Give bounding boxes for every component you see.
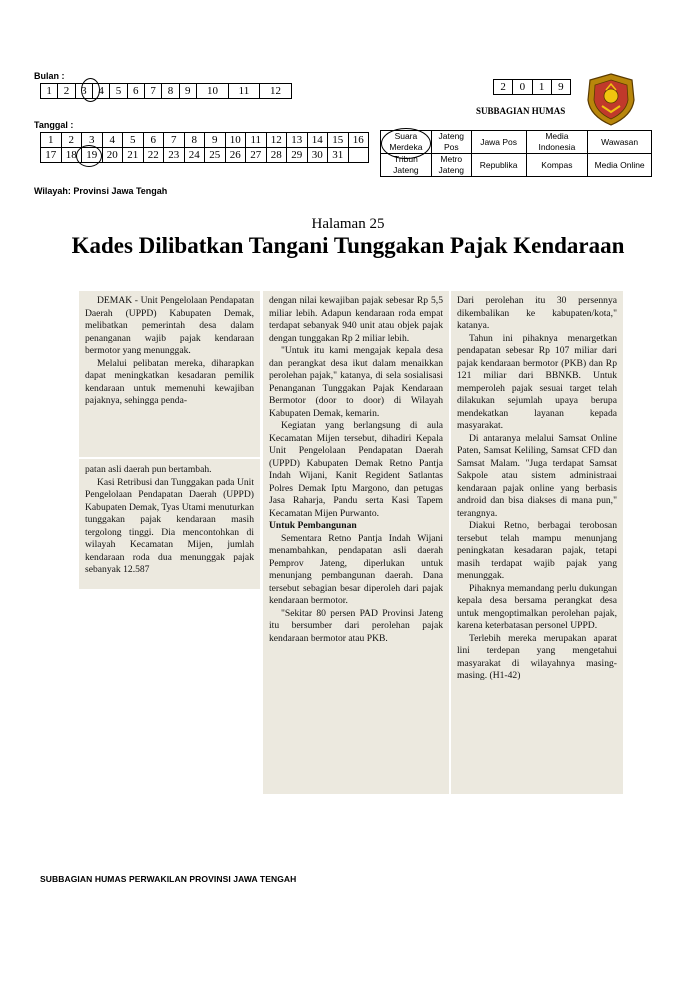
newspaper-cell: Media Online bbox=[588, 154, 652, 177]
date-cell: 15 bbox=[328, 133, 349, 148]
month-cell: 1 bbox=[41, 84, 58, 99]
newspaper-cell: Kompas bbox=[526, 154, 588, 177]
selected-month-circle bbox=[81, 78, 100, 102]
headline: Kades Dilibatkan Tangani Tunggakan Pajak Kendaraan bbox=[71, 233, 625, 258]
month-cell: 4 bbox=[92, 84, 109, 99]
article-column-1a bbox=[79, 291, 260, 457]
newspaper-cell: Wawasan bbox=[588, 131, 652, 154]
year-table bbox=[493, 79, 571, 95]
month-cell: 12 bbox=[259, 84, 291, 99]
article-column-1b bbox=[79, 459, 260, 589]
article-paragraph: Terlebih mereka merupakan aparat lini terdepan yang mengetahui masyarakat di wilayahnya masing-masing. (H1-42) bbox=[457, 632, 617, 681]
date-cell: 22 bbox=[143, 148, 164, 163]
article-paragraph: Sementara Retno Pantja Indah Wijani menambahkan, pendapatan asli daerah Pemprov Jateng, diperlukan untuk menunjang pembangunan daerah. Dana tersebut sebagian besar diperoleh dari pajak kendaraan bermotor. bbox=[269, 532, 443, 606]
date-cell: 21 bbox=[123, 148, 144, 163]
date-cell: 14 bbox=[307, 133, 328, 148]
article-paragraph: Kegiatan yang berlangsung di aula Kecamatan Mijen tersebut, dihadiri Kepala Unit Pengelolaan Pendapatan Daerah (UPPD) Kabupaten Demak Retno Pantja Indah Wijani, Kanit Regident Satlantas Polres Demak Iptu Margono, dan petugas Jasa Raharja, Pandu serta Kasi Tapem Kecamatan Mijen Purwanto. bbox=[269, 420, 443, 519]
date-cell: 1 bbox=[41, 133, 62, 148]
date-cell: 16 bbox=[348, 133, 369, 148]
date-cell: 12 bbox=[266, 133, 287, 148]
month-cell: 3 bbox=[75, 84, 92, 99]
month-cell: 8 bbox=[162, 84, 179, 99]
date-cell: 24 bbox=[184, 148, 205, 163]
date-cell: 8 bbox=[184, 133, 205, 148]
date-cell: 10 bbox=[225, 133, 246, 148]
article-paragraph: "Sekitar 80 persen PAD Provinsi Jateng itu bersumber dari perolehan pajak kendaraan bermotor atau PKB. bbox=[269, 607, 443, 644]
date-cell: 26 bbox=[225, 148, 246, 163]
wilayah-label: Wilayah: Provinsi Jawa Tengah bbox=[34, 186, 168, 196]
newspaper-cell: Jateng Pos bbox=[431, 131, 471, 154]
article-paragraph: "Untuk itu kami mengajak kepala desa dan perangkat desa ikut dalam menaikkan perolehan pajak," katanya, di sela sosialisasi Penanganan Tunggakan Pajak Kendaraan Bermotor (door to door) di Wilayah Kabupaten Demak, kemarin. bbox=[269, 345, 443, 419]
article-paragraph: Kasi Retribusi dan Tunggakan pada Unit Pengelolaan Pendapatan Daerah (UPPD) Kabupaten Demak, Tyas Utami menuturkan tunggakan pajak kendaraan masih tergolong tinggi. Dia mencontohkan di wilayah Kecamatan Mijen, jumlah kendaraan roda dua menunggak pajak sebanyak 12.587 bbox=[85, 476, 254, 575]
article-column-2 bbox=[263, 291, 449, 794]
newspaper-cell: Suara Merdeka bbox=[381, 131, 432, 154]
selected-newspaper-circle bbox=[381, 128, 431, 159]
newspaper-cell: Republika bbox=[471, 154, 526, 177]
month-cell: 9 bbox=[179, 84, 196, 99]
article-paragraph: Di antaranya melalui Samsat Online Paten, Samsat Keliling, Samsat CFD dan Samsat Malam. "Juga terdapat Samsat Sakpole atau sistem administraai kendaraan pajak online yang berbasis android dan bisa diakses di mana pun," terangnya. bbox=[457, 432, 617, 519]
date-cell: 19 bbox=[82, 148, 103, 163]
date-cell bbox=[348, 148, 369, 163]
year-digit-cell: 9 bbox=[551, 80, 570, 95]
bulan-label: Bulan : bbox=[34, 71, 65, 81]
date-cell: 18 bbox=[61, 148, 82, 163]
date-cell: 29 bbox=[287, 148, 308, 163]
month-cell: 7 bbox=[144, 84, 161, 99]
newspaper-cell: Tribun Jateng bbox=[381, 154, 432, 177]
article-paragraph: patan asli daerah pun bertambah. bbox=[85, 464, 212, 475]
article-paragraph: DEMAK - Unit Pengelolaan Pendapatan Daerah (UPPD) Kabupaten Demak, melibatkan pemerintah desa dalam penanganan wajib pajak kendaraan bermotor yang menunggak. bbox=[85, 295, 254, 356]
subbagian-humas-label: SUBBAGIAN HUMAS bbox=[476, 106, 566, 116]
month-cell: 11 bbox=[228, 84, 259, 99]
article-paragraph: dengan nilai kewajiban pajak sebesar Rp 5,5 miliar lebih. Adapun kendaraan roda empat terdapat sebanyak 940 unit atau objek pajak dengan tunggakan Rp 2 miliar lebih. bbox=[269, 295, 443, 344]
year-digit-cell: 2 bbox=[494, 80, 513, 95]
date-cell: 11 bbox=[246, 133, 267, 148]
date-cell: 28 bbox=[266, 148, 287, 163]
date-cell: 31 bbox=[328, 148, 349, 163]
garuda-emblem-icon bbox=[582, 70, 640, 128]
date-cell: 9 bbox=[205, 133, 226, 148]
date-cell: 20 bbox=[102, 148, 123, 163]
date-cell: 13 bbox=[287, 133, 308, 148]
tanggal-label: Tanggal : bbox=[34, 120, 74, 130]
month-table bbox=[40, 83, 292, 99]
article-paragraph: Tahun ini pihaknya menargetkan pendapatan sebesar Rp 107 miliar dari pajak kendaraan bermotor (PKB) dan Rp 121 miliar dari BBNKB. Untuk memperoleh pajak sesuai target telah dilakukan sejumlah upaya berupa mendekatkan layanan kepada masyarakat. bbox=[457, 332, 617, 431]
year-digit-cell: 1 bbox=[532, 80, 551, 95]
month-cell: 10 bbox=[196, 84, 228, 99]
newspaper-cell: Metro Jateng bbox=[431, 154, 471, 177]
article-column-3 bbox=[451, 291, 623, 794]
date-cell: 7 bbox=[164, 133, 185, 148]
month-cell: 6 bbox=[127, 84, 144, 99]
newspaper-cell: Media Indonesia bbox=[526, 131, 588, 154]
article-paragraph: Melalui pelibatan mereka, diharapkan dapat meningkatkan kesadaran pemilik kendaraan untuk memenuhi kewajiban pajaknya, sehingga penda- bbox=[85, 357, 254, 406]
date-cell: 5 bbox=[123, 133, 144, 148]
date-cell: 25 bbox=[205, 148, 226, 163]
article-paragraph: Pihaknya memandang perlu dukungan kepala desa bersama perangkat desa untuk mengoptimalkan perolehan pajak, karena keterbatasan personel UPPD. bbox=[457, 582, 617, 631]
date-cell: 30 bbox=[307, 148, 328, 163]
date-cell: 6 bbox=[143, 133, 164, 148]
page-number: Halaman 25 bbox=[311, 216, 385, 232]
month-cell: 5 bbox=[110, 84, 127, 99]
newspaper-cell: Jawa Pos bbox=[471, 131, 526, 154]
article-paragraph: Diakui Retno, berbagai terobosan tersebut telah mampu menunjang peningkatan kesadaran pajak, tetapi masih terdapat wajib pajak yang menunggak. bbox=[457, 520, 617, 581]
date-cell: 2 bbox=[61, 133, 82, 148]
date-cell: 17 bbox=[41, 148, 62, 163]
year-digit-cell: 0 bbox=[513, 80, 532, 95]
article-subheading: Untuk Pembangunan bbox=[269, 520, 357, 531]
date-cell: 3 bbox=[82, 133, 103, 148]
footer-label: SUBBAGIAN HUMAS PERWAKILAN PROVINSI JAWA TENGAH bbox=[40, 874, 297, 884]
selected-date-circle bbox=[76, 145, 102, 167]
month-cell: 2 bbox=[58, 84, 75, 99]
article-paragraph: Dari perolehan itu 30 persennya dikembalikan ke kabupaten/kota," katanya. bbox=[457, 295, 617, 331]
date-cell: 27 bbox=[246, 148, 267, 163]
date-cell: 23 bbox=[164, 148, 185, 163]
date-cell: 4 bbox=[102, 133, 123, 148]
